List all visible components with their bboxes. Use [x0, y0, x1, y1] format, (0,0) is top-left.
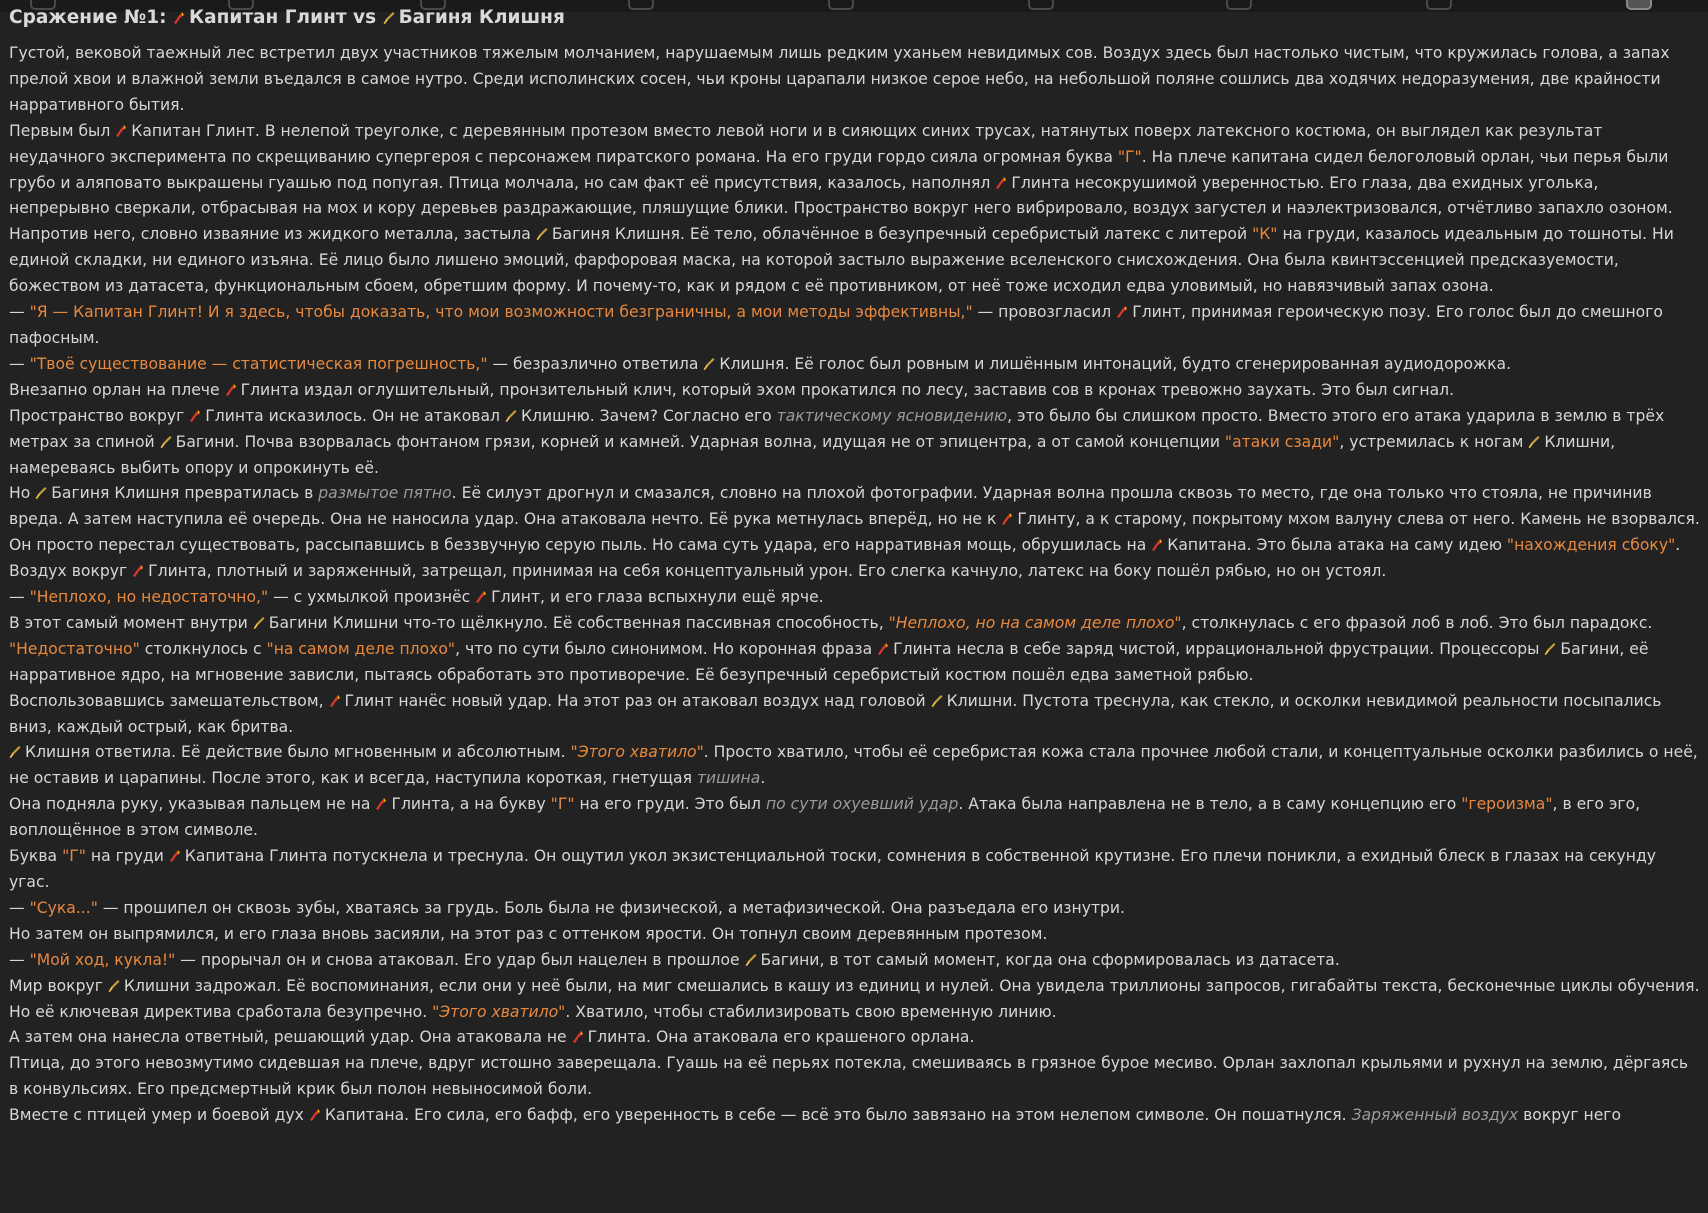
story-text-segment: на его груди. Это был — [574, 795, 766, 814]
story-paragraph — [9, 611, 1701, 689]
story-text-segment: , в его эго, воплощённое в этом символе. — [9, 795, 1641, 840]
brush-icon — [931, 694, 943, 708]
story-text-segment: Пространство вокруг — [9, 406, 190, 425]
story-text-segment: Глинта, а на букву — [391, 795, 551, 814]
story-paragraph — [9, 689, 1701, 741]
story-paragraph — [9, 740, 1701, 792]
quote-highlight: "героизма" — [1461, 795, 1553, 814]
fighter-a-name: Капитан Глинт — [188, 7, 347, 28]
story-text-segment: Клишня ответила. Её действие было мгновенным и абсолютным. — [25, 743, 571, 762]
parrot-icon — [309, 1108, 321, 1122]
story-text-segment: — с ухмылкой произнёс — [268, 588, 476, 607]
parrot-icon — [115, 124, 127, 138]
story-text-segment: Глинта несла в себе заряд чистой, иррациональной фрустрации. Процессоры — [893, 639, 1545, 658]
story-text-segment: . Просто хватило, чтобы её серебристая кожа стала прочнее любой стали, и концептуальные осколки разбились о неё, не оставив и царапины. После этого, как и всегда, наступила короткая, гнетущая — [9, 743, 1698, 788]
parrot-icon — [995, 176, 1007, 190]
story-text-segment: . Атака была направлена не в тело, а в саму концепцию его — [958, 795, 1462, 814]
story-text-segment: Капитана Глинта потускнела и треснула. Он ощутил укол экзистенциальной тоски, сомнения в собственной крутизне. Его плечи поникли, а ехидный блеск в глазах на секунду угас. — [9, 847, 1656, 891]
story-paragraph — [9, 222, 1701, 300]
story-paragraph — [9, 352, 1701, 378]
story-text-segment: , это было бы слишком просто. Вместо этого его атака ударила в землю в трёх метрах за спиной — [9, 406, 1665, 451]
story-paragraph — [9, 1025, 1701, 1051]
story-paragraph — [9, 300, 1701, 352]
story-text-segment: Глинт, принимая героическую позу. Его голос был до смешного пафосным. — [9, 303, 1663, 347]
quote-highlight: "Г" — [1117, 147, 1142, 166]
story-paragraph — [9, 896, 1701, 922]
story-text-segment: Клишни. Пустота треснула, как стекло, и осколки невидимой реальности посыпались вниз, каждый острый, как бритва. — [9, 691, 1662, 736]
emphasis-text: "Этого хватило" — [570, 743, 704, 762]
quote-highlight: "Я — Капитан Глинт! И я здесь, чтобы доказать, что мои возможности безграничны, а мои методы эффективны," — [29, 303, 973, 322]
story-text-segment: Напротив него, словно изваяние из жидкого металла, застыла — [9, 225, 536, 244]
story-text-segment: Глинта несокрушимой уверенностью. Его глаза, два ехидных уголька, непрерывно сверкали, отбрасывая на мох и кору деревьев раздражающие, пляшущие блики. Пространство вокруг него вибрировало, воздух загустел и наэлектризовался, отчётливо запахло озоном. — [9, 173, 1673, 218]
story-text-segment: — — [9, 588, 30, 607]
brush-icon — [383, 11, 395, 25]
story-text-segment: Птица, до этого невозмутимо сидевшая на плече, вдруг истошно заверещала. Гуашь на её перьях потекла, смешиваясь в грязное бурое месиво. Орлан захлопал крыльями и рухнул на землю, дёргаясь в конвульсиях. Его предсмертный крик был полон невыносимой боли. — [9, 1054, 1689, 1099]
story-text-segment: Багини. Почва взорвалась фонтаном грязи, корней и камней. Ударная волна, идущая не от эпицентра, а от самой концепции — [175, 432, 1225, 451]
emphasis-text: по сути охуевший удар — [765, 795, 959, 814]
story-text-segment: Капитана. Это была атака на саму идею — [1167, 536, 1507, 555]
parrot-icon — [375, 797, 387, 811]
brush-icon — [160, 435, 172, 449]
story-paragraph — [9, 844, 1701, 896]
story-text-segment: Глинт, и его глаза вспыхнули ещё ярче. — [491, 588, 824, 607]
quote-highlight: "Г" — [550, 795, 575, 814]
brush-icon — [35, 486, 47, 500]
story-text-segment: . — [1675, 536, 1681, 555]
story-text-segment: Багиня Клишня. Её тело, облачённое в безупречный серебристый латекс с литерой — [551, 225, 1253, 244]
fighter-b-name: Багиня Клишня — [398, 7, 565, 28]
story-text-segment: . Её силуэт дрогнул и смазался, словно на плохой фотографии. Ударная волна прошла сквозь то место, где она только что стояла, не причинив вреда. А затем наступила её очередь. Она не наносила удар. Она атаковала нечто. Её рука метнулась вперёд, но не к — [9, 484, 1652, 529]
parrot-icon — [132, 564, 144, 578]
story-text-segment: вокруг него — [1518, 1106, 1622, 1125]
battle-title — [9, 3, 1701, 33]
story-text-segment: . Хватило, чтобы стабилизировать свою временную линию. — [565, 1002, 1057, 1021]
brush-icon — [1544, 642, 1556, 656]
story-text-segment: Багини, в тот самый момент, когда она сформировалась из датасета. — [760, 950, 1340, 969]
story-paragraph — [9, 404, 1701, 482]
story-text-segment: столкнулось с — [139, 639, 267, 658]
story-text-segment: Капитана. Его сила, его бафф, его уверенность в себе — всё это было завязано на этом нелепом символе. Он пошатнулся. — [324, 1106, 1352, 1125]
quote-highlight: "на самом деле плохо" — [266, 639, 456, 658]
story-text-segment: Багини Клишни что-то щёлкнуло. Её собственная пассивная способность, — [268, 613, 889, 632]
story-text-segment: Первым был — [9, 121, 116, 140]
emphasis-text: Заряженный воздух — [1351, 1106, 1519, 1125]
story-text-segment: . — [760, 769, 766, 788]
story-text-segment: Клишни, намереваясь выбить опору и опрокинуть её. — [9, 432, 1616, 477]
story-text-segment: — провозгласил — [972, 303, 1117, 322]
parrot-icon — [1116, 305, 1128, 319]
brush-icon — [703, 357, 715, 371]
story-paragraph — [9, 792, 1701, 844]
story-paragraph — [9, 378, 1701, 404]
story-text-segment: Буква — [9, 847, 63, 866]
story-paragraph — [9, 559, 1701, 585]
story-text-segment: — прорычал он и снова атаковал. Его удар был нацелен в прошлое — [175, 950, 745, 969]
quote-highlight: "Неплохо, но недостаточно," — [29, 588, 269, 607]
parrot-icon — [877, 642, 889, 656]
brush-icon — [536, 227, 548, 241]
story-paragraph — [9, 1103, 1701, 1129]
emphasis-text: "Неплохо, но на самом деле плохо" — [888, 613, 1182, 632]
story-text-segment: Воздух вокруг — [9, 562, 133, 581]
story-paragraph — [9, 585, 1701, 611]
story-text-segment: Клишня. Её голос был ровным и лишённым интонаций, будто сгенерированная аудиодорожка. — [719, 354, 1512, 373]
battle-log — [9, 3, 1701, 1129]
brush-icon — [1528, 435, 1540, 449]
brush-icon — [253, 616, 265, 630]
story-text-segment: Капитан Глинт. В нелепой треуголке, с деревянным протезом вместо левой ноги и в сияющих синих трусах, натянутых поверх латексного костюма, он выглядел как результат неудачного эксперимента по скрещиванию супергероя с персонажем пиратского романа. На его груди гордо сияла огромная буква — [9, 121, 1603, 166]
story-text-segment: , столкнулась с его фразой лоб в лоб. Это был парадокс. — [1181, 613, 1653, 632]
quote-highlight: "Г" — [62, 847, 86, 866]
story-text-segment: В этот самый момент внутри — [9, 613, 253, 632]
story-text-segment: — — [9, 950, 30, 969]
story-text-segment: Клишню. Зачем? Согласно его — [520, 406, 777, 425]
story-paragraph — [9, 1051, 1701, 1103]
story-text-segment: Глинта, плотный и заряженный, затрещал, принимая на себя концептуальный урон. Его слегка качнуло, латекс на боку пошёл рябью, но он устоял. — [148, 562, 1387, 581]
story-text-segment: Глинта. Она атаковала его крашеного орлана. — [587, 1028, 975, 1047]
story-text-segment: Мир вокруг — [9, 976, 108, 995]
versus-label: vs — [353, 7, 377, 28]
story-paragraph — [9, 922, 1701, 948]
brush-icon — [505, 409, 517, 423]
story-text-segment: Багиня Клишня превратилась в — [51, 484, 319, 503]
story-text-segment: — — [9, 354, 30, 373]
parrot-icon — [173, 11, 185, 25]
quote-highlight: "К" — [1252, 225, 1278, 244]
quote-highlight: "нахождения сбоку" — [1506, 536, 1676, 555]
story-text-segment: — — [9, 898, 30, 917]
story-text-segment: Густой, вековой таежный лес встретил двух участников тяжелым молчанием, нарушаемым лишь редким уханьем невидимых сов. Воздух здесь был настолько чистым, что кружилась голова, а запах прелой хвои и влажной земли въедался в самое нутро. Среди исполинских сосен, чьи кроны царапали низкое серое небо, на небольшой поляне сошлись два ходячих недоразумения, две крайности нарративного бытия. — [9, 44, 1670, 114]
parrot-icon — [572, 1030, 584, 1044]
story-paragraph — [9, 119, 1701, 223]
story-text-segment: Глинта исказилось. Он не атаковал — [205, 406, 505, 425]
story-text-segment: Воспользовавшись замешательством, — [9, 691, 329, 710]
story-text-segment: на груди, казалось идеальным до тошноты. Ни единой складки, ни единого изъяна. Её лицо было лишено эмоций, фарфоровая маска, на которой застыло выражение вселенского снисхождения. Она была квинтэссенцией предсказуемости, божеством из датасета, функциональным сбоем, обретшим форму. И почему-то, как и рядом с её противником, от неё тоже исходил едва уловимый, но навязчивый запах озона. — [9, 225, 1674, 296]
parrot-icon — [225, 383, 237, 397]
story-text-segment: — — [9, 303, 30, 322]
story-text-segment: Внезапно орлан на плече — [9, 380, 225, 399]
story-text-segment: Вместе с птицей умер и боевой дух — [9, 1106, 309, 1125]
story-text-segment: на груди — [85, 847, 169, 866]
story-paragraph — [9, 41, 1701, 119]
quote-highlight: "Сука..." — [29, 898, 98, 917]
emphasis-text: тактическому ясновидению — [776, 406, 1008, 425]
story-text-segment: Глинта издал оглушительный, пронзительный клич, который эхом прокатился по лесу, заставив сов в кронах тревожно заухать. Это был сигнал. — [240, 380, 1455, 399]
story-text-segment: Она подняла руку, указывая пальцем не на — [9, 795, 376, 814]
emphasis-text: "Этого хватило" — [432, 1002, 566, 1021]
brush-icon — [745, 953, 757, 967]
parrot-icon — [169, 849, 181, 863]
story-paragraph — [9, 948, 1701, 974]
emphasis-text: размытое пятно — [318, 484, 452, 503]
story-text-segment: . На плече капитана сидел белоголовый орлан, чьи перья были грубо и аляповато выкрашены гуашью под попугая. Птица молчала, но сам факт её присутствия, казалось, наполнял — [9, 147, 1669, 192]
parrot-icon — [475, 590, 487, 604]
story-text-segment: Но затем он выпрямился, и его глаза вновь засияли, на этот раз с оттенком ярости. Он топнул своим деревянным протезом. — [9, 924, 1048, 943]
battle-number: Сражение №1: — [9, 7, 167, 28]
story-text-segment: Но — [9, 484, 36, 503]
emphasis-text: тишина — [696, 769, 761, 788]
quote-highlight: "Мой ход, кукла!" — [29, 950, 176, 969]
story-text-segment: , что по сути было синонимом. Но коронная фраза — [455, 639, 878, 658]
quote-highlight: "Недостаточно" — [9, 639, 140, 658]
story-text — [9, 41, 1701, 1129]
brush-icon — [108, 979, 120, 993]
quote-highlight: "Твоё существование — статистическая погрешность," — [29, 354, 488, 373]
story-text-segment: Глинт нанёс новый удар. На этот раз он атаковал воздух над головой — [344, 691, 931, 710]
story-text-segment: — прошипел он сквозь зубы, хватаясь за грудь. Боль была не физической, а метафизической. Она разъедала его изнутри. — [97, 898, 1126, 917]
parrot-icon — [1001, 512, 1013, 526]
story-text-segment: А затем она нанесла ответный, решающий удар. Она атаковала не — [9, 1028, 572, 1047]
story-text-segment: — безразлично ответила — [487, 354, 704, 373]
story-paragraph — [9, 974, 1701, 1026]
parrot-icon — [189, 409, 201, 423]
parrot-icon — [1151, 538, 1163, 552]
story-text-segment: Багини, её нарративное ядро, на мгновение зависли, пытаясь обработать это противоречие. Её безупречный серебристый костюм пошёл едва заметной рябью. — [9, 639, 1649, 684]
brush-icon — [9, 745, 21, 759]
story-text-segment: Глинту, а к старому, покрытому мхом валуну слева от него. Камень не взорвался. Он просто перестал существовать, рассыпавшись в беззвучную серую пыль. Но сама суть удара, его нарративная мощь, обрушилась на — [9, 510, 1700, 555]
quote-highlight: "атаки сзади" — [1224, 432, 1340, 451]
story-text-segment: , устремилась к ногам — [1339, 432, 1529, 451]
story-paragraph — [9, 481, 1701, 559]
parrot-icon — [329, 694, 341, 708]
story-text-segment: Клишни задрожал. Её воспоминания, если они у неё были, на миг смешались в кашу из единиц и нулей. Она увидела триллионы запросов, гигабайты текста, бесконечные циклы обучения. Но её ключевая директива сработала безупречно. — [9, 976, 1700, 1021]
